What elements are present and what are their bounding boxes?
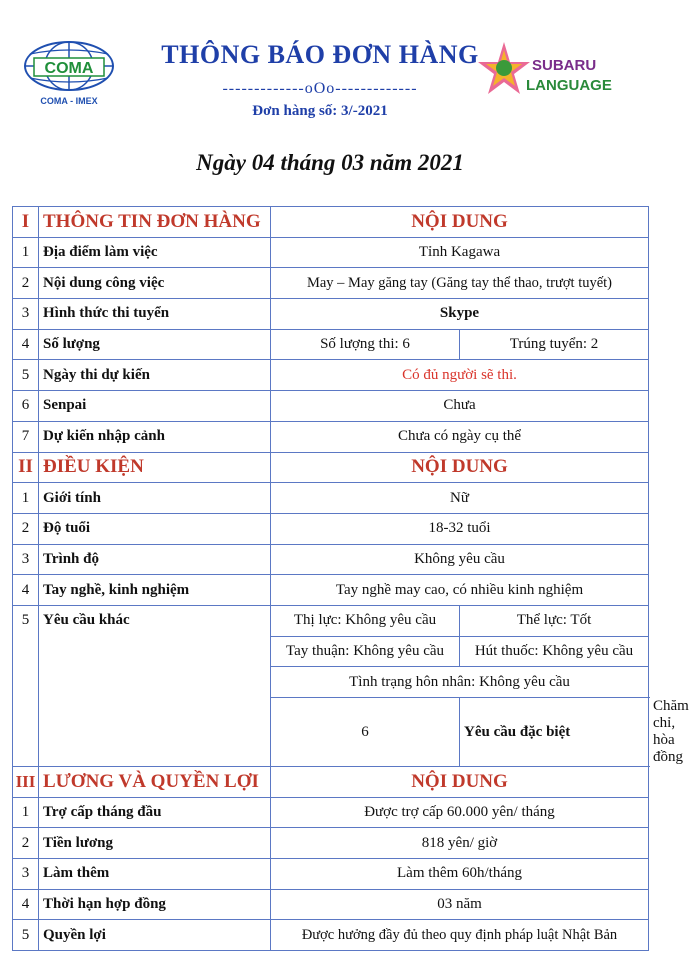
row-label: Dự kiến nhập cảnh [39, 421, 271, 452]
row-label: Quyền lợi [39, 920, 271, 951]
exam-quantity: Số lượng thi: 6 [271, 329, 460, 360]
row-value: 818 yên/ giờ [271, 828, 649, 859]
marital-requirement: Tình trạng hôn nhân: Không yêu cầu [271, 667, 649, 698]
row-label: Ngày thi dự kiến [39, 360, 271, 391]
section-number: III [13, 767, 39, 798]
row-value: Chưa có ngày cụ thể [271, 421, 649, 452]
section-header-conditions [13, 452, 649, 483]
table-row [13, 268, 649, 299]
table-row [13, 513, 649, 544]
row-number: 2 [13, 828, 39, 859]
row-label: Số lượng [39, 329, 271, 360]
row-number: 2 [13, 513, 39, 544]
order-table [12, 206, 689, 951]
row-value: 18-32 tuổi [271, 513, 649, 544]
section-header-order-info [13, 207, 649, 238]
row-label: Tay nghề, kinh nghiệm [39, 575, 271, 606]
table-row: 6 Yêu cầu đặc biệt Chăm chỉ, hòa đồng [13, 698, 649, 767]
section-number: I [13, 207, 39, 238]
row-value: Được hưởng đầy đủ theo quy định pháp luật Nhật Bản [271, 920, 649, 951]
table-row [13, 797, 649, 828]
row-label: Giới tính [39, 483, 271, 514]
row-label: Làm thêm [39, 859, 271, 890]
section-title: THÔNG TIN ĐƠN HÀNG [39, 207, 271, 238]
eyesight-requirement: Thị lực: Không yêu cầu [271, 605, 460, 636]
table-row [13, 889, 649, 920]
row-number: 4 [13, 889, 39, 920]
fitness-requirement: Thể lực: Tốt [460, 605, 649, 636]
row-label: Độ tuổi [39, 513, 271, 544]
row-number: 4 [13, 329, 39, 360]
section-content-header: NỘI DUNG [271, 767, 649, 798]
section-number: II [13, 452, 39, 483]
row-value: Được trợ cấp 60.000 yên/ tháng [271, 797, 649, 828]
row-label: Hình thức thi tuyển [39, 299, 271, 330]
row-number: 5 [13, 920, 39, 951]
row-number: 3 [13, 859, 39, 890]
document-title: THÔNG BÁO ĐƠN HÀNG [161, 40, 479, 69]
row-number: 6 [13, 391, 39, 422]
section-content-header: NỘI DUNG [271, 452, 649, 483]
row-value: Tay nghề may cao, có nhiều kinh nghiệm [271, 575, 649, 606]
table-row [13, 237, 649, 268]
row-label: Địa điểm làm việc [39, 237, 271, 268]
row-value: 03 năm [271, 889, 649, 920]
table-row [13, 299, 649, 330]
section-title: ĐIỀU KIỆN [39, 452, 271, 483]
row-label: Yêu cầu khác [39, 605, 271, 766]
subaru-language-logo [480, 40, 620, 108]
hire-quantity: Trúng tuyển: 2 [460, 329, 649, 360]
row-label: Tiền lương [39, 828, 271, 859]
row-number: 3 [13, 299, 39, 330]
section-header-salary-benefits [13, 767, 649, 798]
row-value: Có đủ người sẽ thi. [271, 360, 649, 391]
title-divider: -------------oOo------------- [222, 80, 418, 97]
table-row [13, 391, 649, 422]
row-value: May – May găng tay (Găng tay thể thao, trượt tuyết) [271, 268, 649, 299]
row-number: 5 [13, 360, 39, 391]
table-row [13, 329, 649, 360]
document-date: Ngày 04 tháng 03 năm 2021 [196, 150, 464, 175]
table-row [13, 544, 649, 575]
smoking-requirement: Hút thuốc: Không yêu cầu [460, 636, 649, 667]
row-number: 6 [271, 698, 460, 767]
svg-text:LANGUAGE: LANGUAGE [526, 77, 612, 94]
row-label: Trình độ [39, 544, 271, 575]
row-value: Nữ [271, 483, 649, 514]
table-row [13, 920, 649, 951]
row-number: 5 [13, 605, 39, 766]
row-number: 1 [13, 237, 39, 268]
row-label: Trợ cấp tháng đầu [39, 797, 271, 828]
row-number: 7 [13, 421, 39, 452]
row-label: Nội dung công việc [39, 268, 271, 299]
order-number: Đơn hàng số: 3/-2021 [252, 103, 388, 119]
table-row [13, 421, 649, 452]
row-value: Làm thêm 60h/tháng [271, 859, 649, 890]
coma-logo [20, 38, 118, 108]
row-number: 4 [13, 575, 39, 606]
row-label: Senpai [39, 391, 271, 422]
table-row [13, 360, 649, 391]
table-row [13, 828, 649, 859]
table-row [13, 575, 649, 606]
section-content-header: NỘI DUNG [271, 207, 649, 238]
row-number: 1 [13, 797, 39, 828]
row-label: Yêu cầu đặc biệt [460, 698, 649, 767]
row-label: Thời hạn hợp đồng [39, 889, 271, 920]
row-number: 3 [13, 544, 39, 575]
svg-text:SUBARU: SUBARU [532, 57, 597, 74]
table-row [13, 859, 649, 890]
row-number: 2 [13, 268, 39, 299]
document-header [0, 0, 660, 140]
table-row [13, 605, 649, 636]
row-number: 1 [13, 483, 39, 514]
handedness-requirement: Tay thuận: Không yêu cầu [271, 636, 460, 667]
row-value: Chưa [271, 391, 649, 422]
section-title: LƯƠNG VÀ QUYỀN LỢI [39, 767, 271, 798]
svg-text:COMA: COMA [44, 60, 94, 77]
row-value: Tỉnh Kagawa [271, 237, 649, 268]
row-value: Không yêu cầu [271, 544, 649, 575]
table-row [13, 483, 649, 514]
row-value: Skype [271, 299, 649, 330]
svg-text:COMA - IMEX: COMA - IMEX [40, 96, 98, 106]
